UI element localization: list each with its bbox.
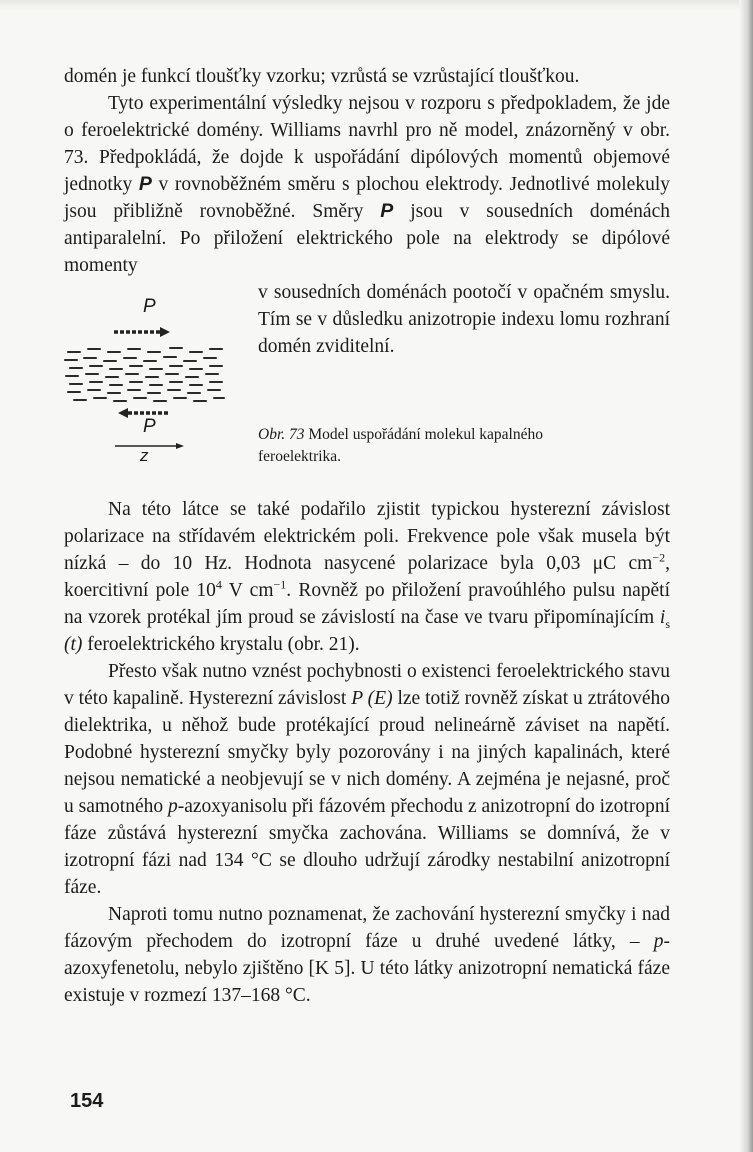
paragraph-2-text-c: jsou v sousedních doménách antiparalelní. Po přiložení elektrického pole na elektrody se dipólové momenty	[64, 201, 670, 276]
paragraph-2	[64, 90, 670, 279]
paragraph-1	[64, 63, 670, 90]
paragraph-5-text-b: -azoxyfenetolu, nebylo zjištěno [K 5]. U této látky anizotropní nematická fáze existuje v rozmezí 137–168 °C.	[64, 931, 670, 1006]
figure-label-p-bottom: P	[143, 416, 156, 437]
caption-number: Obr. 73	[258, 426, 305, 443]
paragraph-1-text: domén je funkcí tloušťky vzorku; vzrůstá se vzrůstající tloušťkou.	[64, 66, 580, 87]
page-number: 154	[70, 1090, 104, 1112]
arrow-right-icon	[114, 327, 170, 337]
molecule-diagram	[60, 296, 240, 471]
symbol-p-prefix: p	[168, 796, 178, 817]
text-main	[64, 496, 670, 1009]
paragraph-2-text-b: v rovnoběžném směru s plochou elektrody. Jednotlivé molekuly jsou přibližně rovnoběžné. Směry	[64, 174, 670, 222]
paragraph-3	[64, 496, 670, 658]
superscript: −1	[273, 577, 287, 592]
paragraph-4-text-a: Přesto však nutno vznést pochybnosti o existenci feroelektrického stavu v této kapalině. Hysterezní závislost	[64, 661, 670, 709]
symbol-p-prefix: p	[653, 931, 664, 952]
paragraph-2-wrap-text: v sousedních doménách pootočí v opačném smyslu. Tím se v důsledku anizotropie indexu lomu rozhraní domén zviditelní.	[258, 282, 670, 357]
paragraph-3-text-b: , koercitivní pole 10	[64, 553, 670, 601]
caption-text: Model uspořádání molekul kapalného feroelektrika.	[258, 426, 543, 465]
subscript: s	[665, 616, 670, 631]
figure-label-z-axis: z	[140, 446, 149, 465]
paragraph-3-text-d: . Rovněž po přiložení pravoúhlého pulsu napětí na vzorek protékal jím proud se závislostí na čase ve tvaru připomínajícím	[64, 580, 670, 628]
page-top-shade	[0, 0, 753, 10]
paragraph-3-text-a: Na této látce se také podařilo zjistit typickou hysterezní závislost polarizace na střídavém elektrickém poli. Frekvence pole však musela být nízká – do 10 Hz. Hodnota nasycené polarizace byla 0,03 μC cm	[64, 499, 670, 574]
paragraph-5-text-a: Naproti tomu nutno poznamenat, že zachování hysterezní smyčky i nad fázovým přechodem do izotropní fáze u druhé uvedené látky, –	[64, 904, 670, 952]
paragraph-4	[64, 658, 670, 901]
page-edge-shadow	[739, 0, 753, 1152]
paragraph-4-text-b: lze totiž rovněž získat u ztrátového dielektrika, u něhož bude protékající proud nelineárně záviset na napětí. Podobné hysterezní smyčky byly pozorovány i na jiných kapalinách, které nejsou nematické a neobjevují se v nich domény. A zejména je nejasné, proč u samotného	[64, 688, 670, 817]
paragraph-2-text-a: Tyto experimentální výsledky nejsou v rozporu s předpokladem, že jde o feroelektrické domény. Williams navrhl pro ně model, znázorněný v obr. 73. Předpokládá, že dojde k uspořádání dipólových momentů objemové jednotky	[64, 93, 670, 195]
symbol-i: i	[659, 607, 666, 628]
symbol-p: P	[138, 173, 152, 195]
text-top	[64, 63, 670, 279]
arrow-left-icon	[118, 408, 170, 418]
symbol-p: P	[380, 200, 394, 222]
superscript: −2	[652, 550, 666, 565]
figure-73	[60, 296, 240, 471]
paragraph-2-wrap	[258, 279, 670, 360]
axis-arrow-icon	[115, 443, 184, 449]
figure-caption	[258, 424, 558, 468]
symbol-pe: P (E)	[351, 688, 393, 709]
molecule-dashes	[65, 348, 224, 401]
paragraph-5	[64, 901, 670, 1009]
figure-label-p-top: P	[143, 296, 156, 317]
paragraph-3-text-e: feroelektrického krystalu (obr. 21).	[82, 634, 360, 655]
symbol-t: (t)	[64, 634, 83, 655]
paragraph-3-text-c: V cm	[221, 580, 274, 601]
superscript: 4	[215, 577, 222, 592]
paragraph-4-text-c: -azoxyanisolu při fázovém přechodu z anizotropní do izotropní fáze zůstává hysterezní smyčka zachována. Williams se domnívá, že v izotropní fázi nad 134 °C se dlouho udržují zárodky nestabilní anizotropní fáze.	[64, 796, 670, 898]
